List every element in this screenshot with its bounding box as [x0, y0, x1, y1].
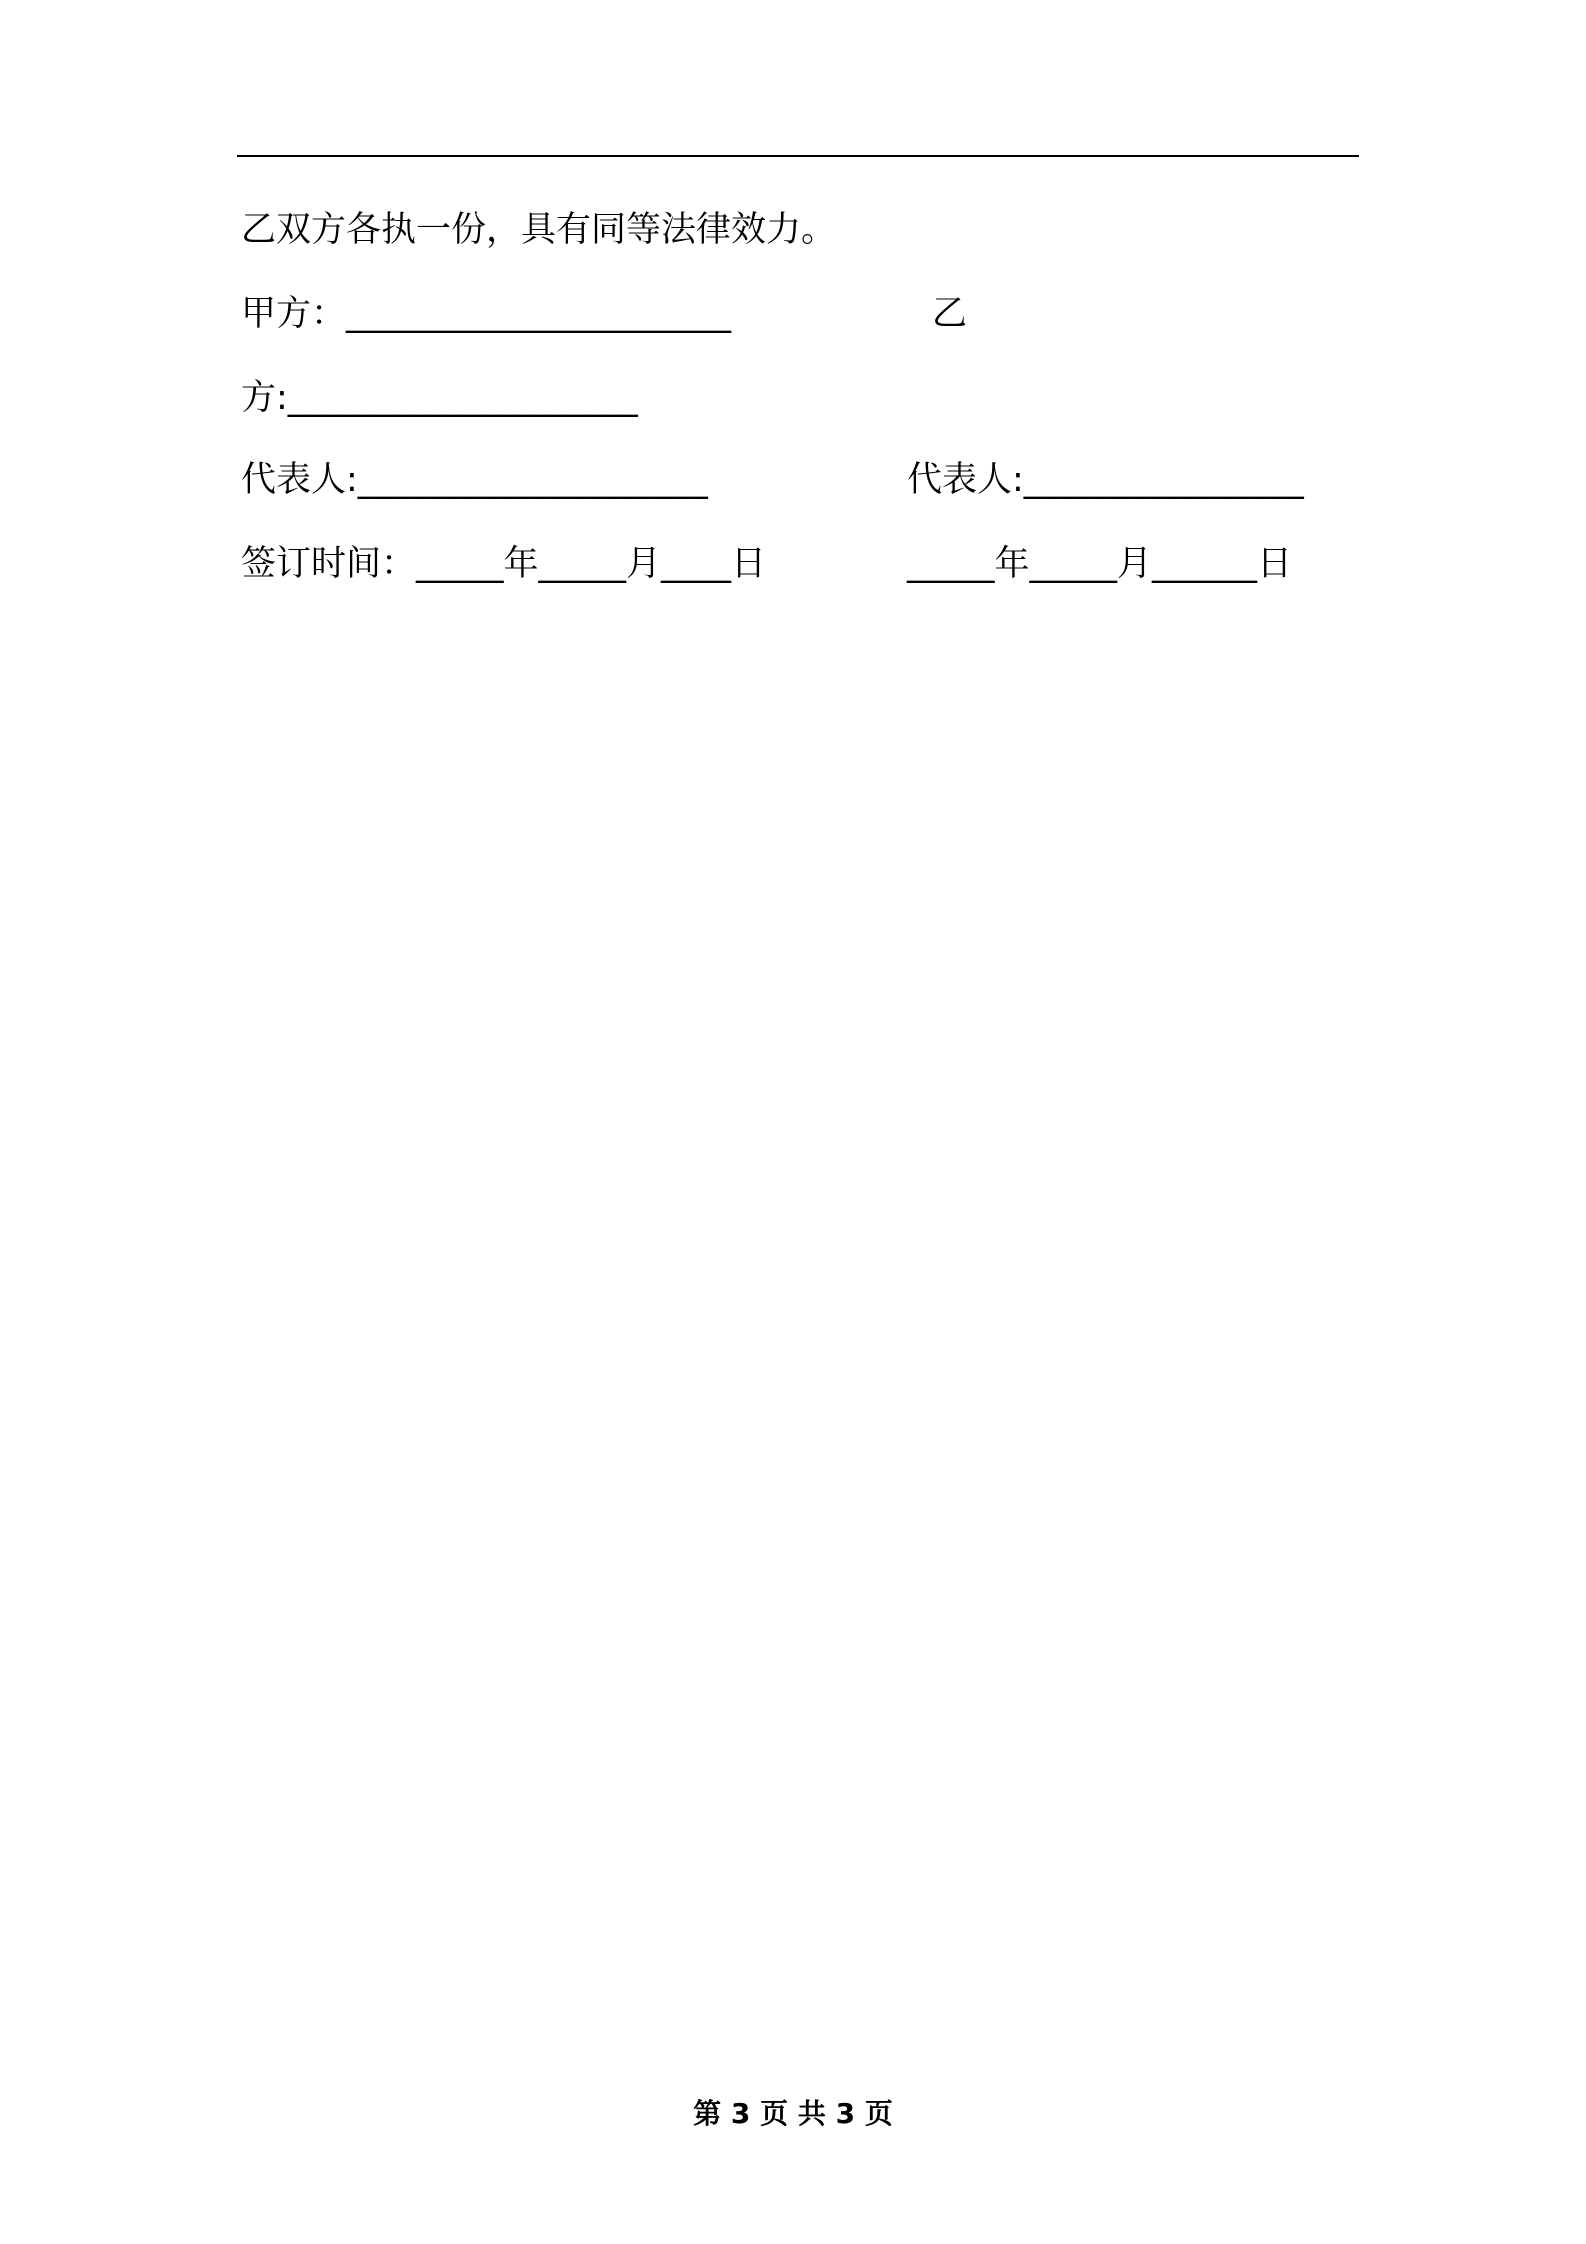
representative-b-field: 代表人:________________	[907, 460, 1304, 500]
representative-a-field: 代表人:____________________	[241, 460, 708, 500]
signing-date-a: 签订时间：_____年_____月____日	[241, 544, 767, 584]
header-rule	[237, 155, 1359, 157]
party-a-field: 甲方：______________________	[241, 294, 732, 334]
page-number-footer: 第 3 页 共 3 页	[693, 2097, 893, 2130]
closing-sentence: 乙双方各执一份，具有同等法律效力。	[241, 210, 837, 250]
party-b-field: 方:____________________	[241, 378, 638, 418]
party-b-label-start: 乙	[932, 294, 968, 334]
signing-date-b: _____年_____月______日	[907, 544, 1293, 584]
